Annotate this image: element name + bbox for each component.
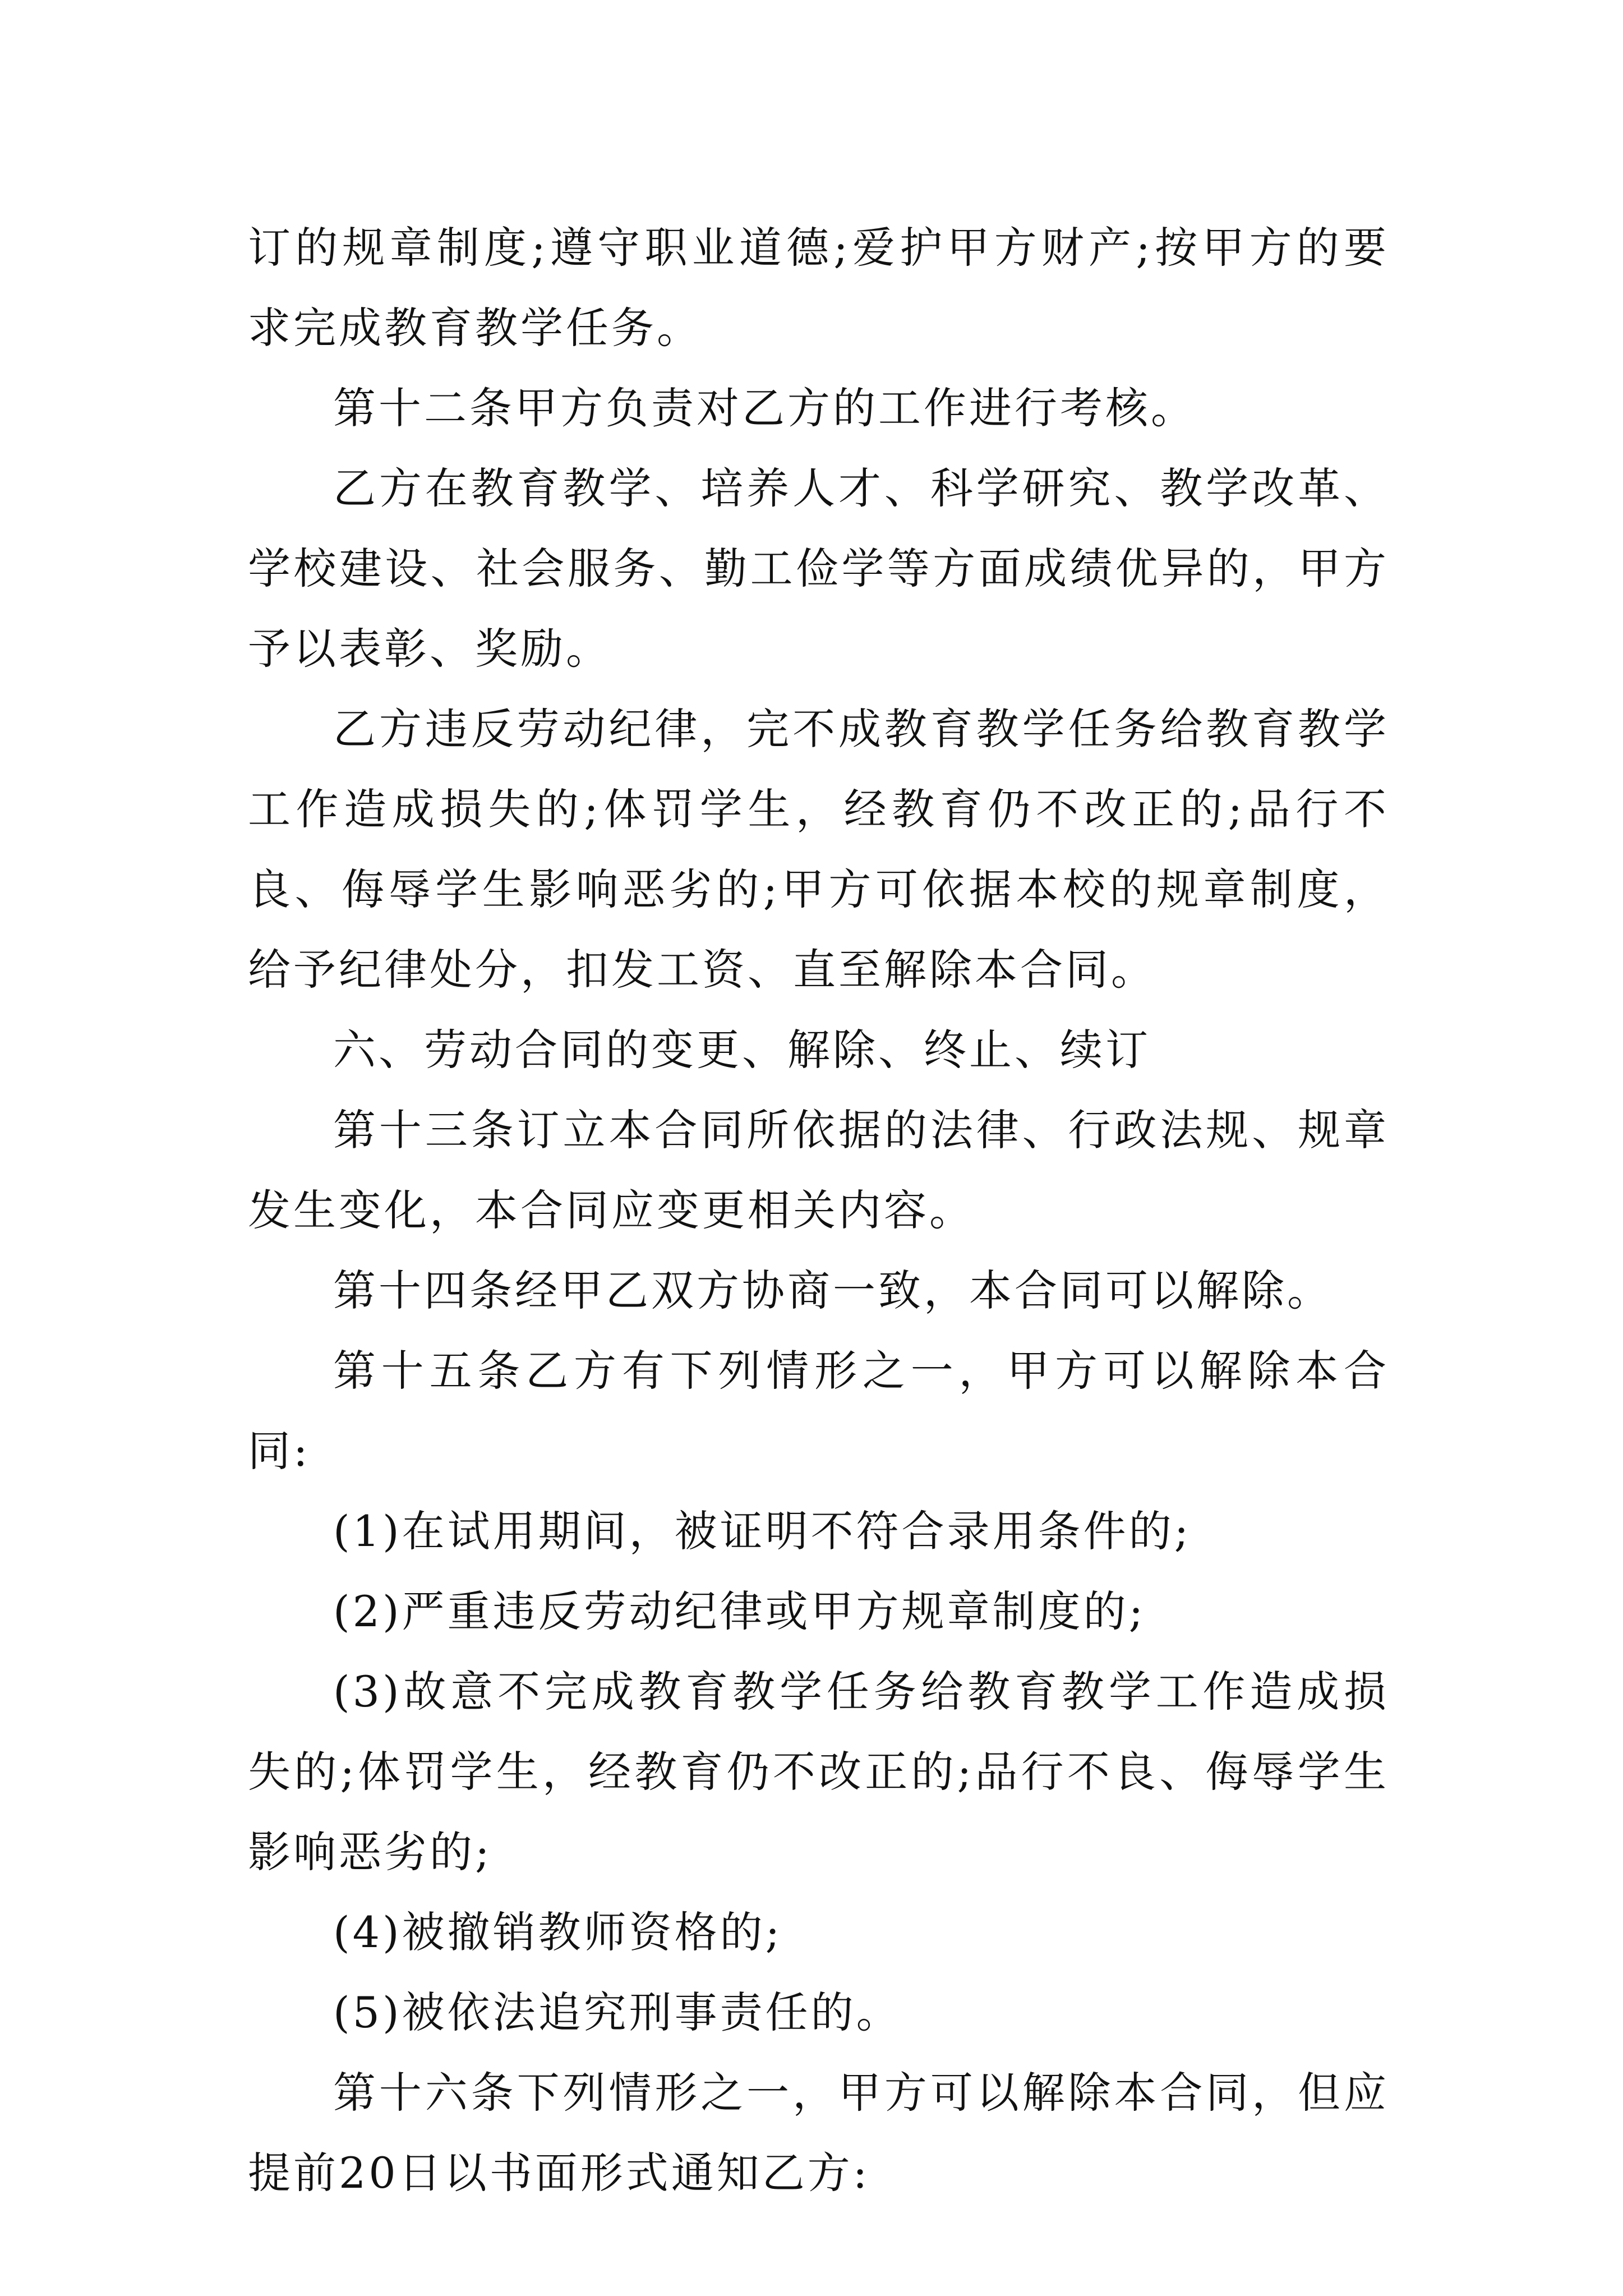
list-item: (1)在试用期间，被证明不符合录用条件的;: [333, 1506, 1192, 1556]
paragraph: 第十三条订立本合同所依据的法律、行政法规、规章发生变化，本合同应变更相关内容。: [248, 1105, 1389, 1235]
section-heading: 六、劳动合同的变更、解除、终止、续订: [333, 1025, 1151, 1075]
document-body: [248, 208, 1389, 2213]
paragraph: 乙方违反劳动纪律，完不成教育教学任务给教育教学工作造成损失的;体罚学生，经教育仍不改正的;品行不良、侮辱学生影响恶劣的;甲方可依据本校的规章制度，给予纪律处分，扣发工资、直至解除本合同。: [248, 704, 1389, 995]
paragraph: 乙方在教育教学、培养人才、科学研究、教学改革、学校建设、社会服务、勤工俭学等方面成绩优异的，甲方予以表彰、奖励。: [248, 463, 1389, 674]
list-item: (3)故意不完成教育教学任务给教育教学工作造成损失的;体罚学生，经教育仍不改正的;品行不良、侮辱学生影响恶劣的;: [248, 1667, 1389, 1877]
paragraph: 订的规章制度;遵守职业道德;爱护甲方财产;按甲方的要求完成教育教学任务。: [248, 223, 1389, 353]
paragraph: 第十五条乙方有下列情形之一，甲方可以解除本合同:: [248, 1346, 1389, 1476]
list-item: (2)严重违反劳动纪律或甲方规章制度的;: [333, 1586, 1146, 1636]
paragraph: 第十四条经甲乙双方协商一致，本合同可以解除。: [333, 1266, 1332, 1315]
paragraph: 第十六条下列情形之一，甲方可以解除本合同，但应提前20日以书面形式通知乙方:: [248, 2068, 1389, 2198]
list-item: (4)被撤销教师资格的;: [333, 1907, 783, 1957]
list-item: (5)被依法追究刑事责任的。: [333, 1987, 902, 2037]
paragraph: 第十二条甲方负责对乙方的工作进行考核。: [333, 383, 1196, 433]
